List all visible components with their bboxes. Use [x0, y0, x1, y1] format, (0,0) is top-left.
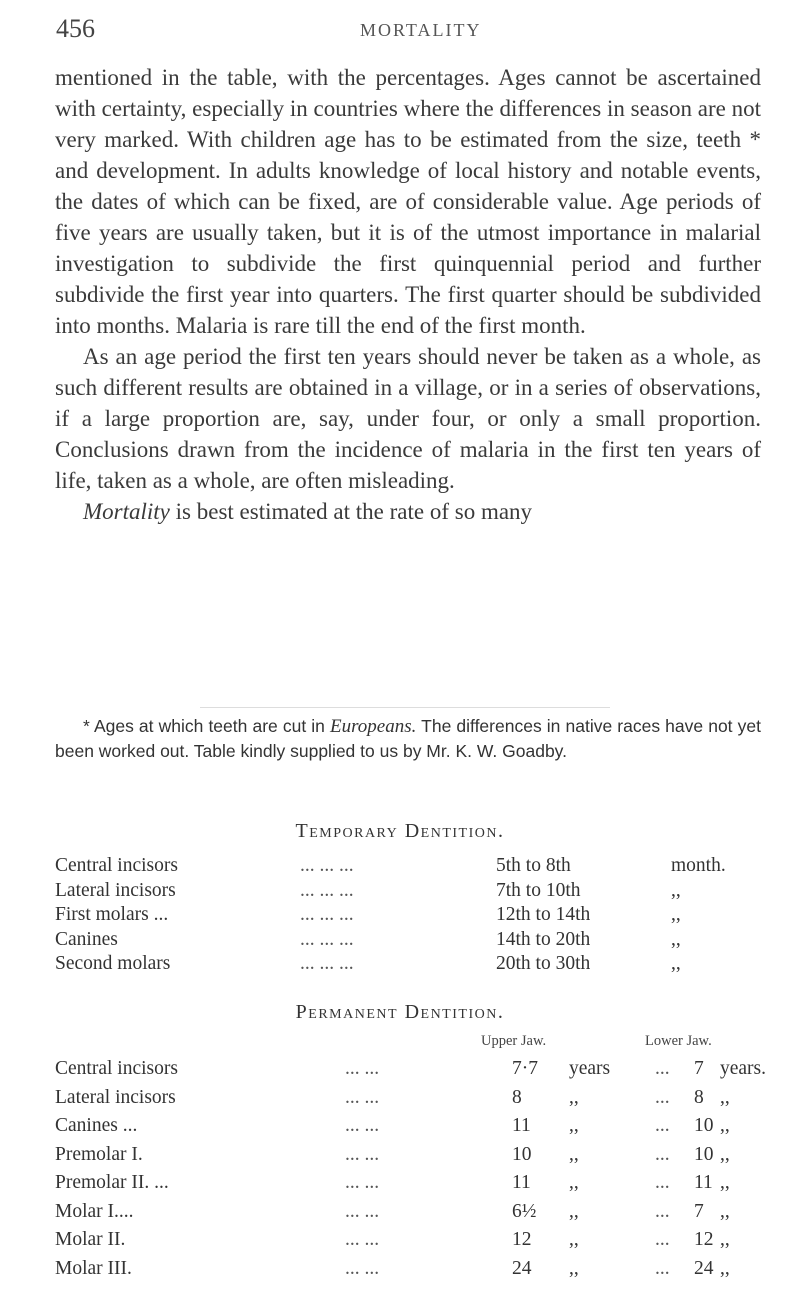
upper-jaw-unit: ,,	[569, 1172, 579, 1193]
eruption-unit: ,,	[671, 879, 681, 901]
upper-jaw-heading: Upper Jaw.	[481, 1033, 547, 1049]
leader-dots: ...	[655, 1229, 670, 1250]
paragraph-3	[55, 496, 761, 527]
upper-jaw-age: 11	[512, 1115, 531, 1136]
leader-dots: ...	[655, 1058, 670, 1079]
lower-jaw-age: 11	[694, 1172, 713, 1193]
upper-jaw-unit: ,,	[569, 1229, 579, 1250]
leader-dots: ...	[655, 1200, 670, 1222]
footnote-divider	[200, 707, 610, 708]
table-row	[55, 1058, 775, 1086]
leader-dots: ... ...	[345, 1058, 380, 1079]
lower-jaw-unit: ,,	[720, 1115, 730, 1136]
lower-jaw-unit: ,,	[720, 1143, 730, 1165]
tooth-name: Canines	[55, 928, 118, 950]
table-row	[55, 1144, 775, 1172]
lower-jaw-age: 10	[694, 1143, 714, 1165]
leader-dots: ... ...	[345, 1115, 380, 1136]
upper-jaw-age: 7·7	[512, 1058, 538, 1079]
leader-dots: ... ...	[345, 1229, 380, 1250]
lower-jaw-unit: ,,	[720, 1229, 730, 1250]
table-row	[55, 1229, 775, 1257]
upper-jaw-unit: ,,	[569, 1086, 579, 1108]
eruption-range: 12th to 14th	[496, 904, 591, 925]
footnote-rest: The differences in native races have not yet been worked out. Table kindly supplied to us by Mr. K. W. Goadby.	[55, 716, 761, 761]
lower-jaw-age: 12	[694, 1229, 714, 1250]
upper-jaw-age: 8	[512, 1086, 522, 1108]
paragraph-1: mentioned in the table, with the percentages. Ages cannot be ascertained with certainty, especially in countries where the differences in season are not very marked. With children age has to be estimated from the size, teeth * and development. In adults knowledge of local history and notable events, the dates of which can be fixed, are of considerable value. Age periods of five years are usually taken, but it is of the utmost importance in malarial investigation to subdivide the first quinquennial period and further subdivide the first year into quarters. The first quarter should be subdivided into months. Malaria is rare till the end of the first month.	[55, 65, 761, 338]
upper-jaw-age: 11	[512, 1172, 531, 1193]
lower-jaw-unit: ,,	[720, 1086, 730, 1108]
leader-dots: ...	[655, 1086, 670, 1108]
upper-jaw-age: 6½	[512, 1200, 537, 1222]
tooth-name: Canines ...	[55, 1115, 138, 1136]
lower-jaw-age: 8	[694, 1086, 704, 1108]
paragraph-2: As an age period the first ten years should never be taken as a whole, as such different results are obtained in a village, or in a series of observations, if a large proportion are, say, under four, or only a small proportion. Conclusions drawn from the incidence of malaria in the first ten years of life, taken as a whole, are often misleading.	[55, 344, 761, 493]
leader-dots: ...	[655, 1143, 670, 1165]
temporary-dentition-title-text: Temporary Dentition.	[295, 820, 505, 842]
upper-jaw-unit: ,,	[569, 1115, 579, 1136]
upper-jaw-age: 12	[512, 1229, 532, 1250]
upper-jaw-unit: ,,	[569, 1143, 579, 1165]
page-header	[0, 14, 800, 50]
mortality-italic: Mortality	[83, 499, 170, 524]
table-row	[55, 1258, 775, 1286]
lower-jaw-age: 7	[694, 1200, 704, 1222]
table-row	[55, 1087, 775, 1115]
leader-dots: ...	[655, 1257, 670, 1279]
leader-dots: ... ... ...	[300, 879, 354, 901]
footnote-italic: Europeans.	[330, 716, 417, 737]
lower-jaw-unit: years.	[720, 1058, 767, 1079]
eruption-unit: ,,	[671, 928, 681, 950]
tooth-name: Lateral incisors	[55, 1086, 176, 1108]
lower-jaw-age: 7	[694, 1058, 704, 1079]
tooth-name: Premolar I.	[55, 1143, 143, 1165]
lower-jaw-unit: ,,	[720, 1257, 730, 1279]
leader-dots: ... ...	[345, 1172, 380, 1193]
eruption-range: 14th to 20th	[496, 928, 591, 950]
leader-dots: ... ... ...	[300, 928, 354, 950]
eruption-unit: month.	[671, 855, 726, 876]
lower-jaw-unit: ,,	[720, 1200, 730, 1222]
permanent-dentition-title	[0, 1001, 800, 1024]
lower-jaw-age: 10	[694, 1115, 714, 1136]
tooth-name: Second molars	[55, 953, 171, 974]
table-row	[55, 1172, 775, 1200]
temporary-dentition-title	[0, 820, 800, 843]
leader-dots: ... ...	[345, 1086, 380, 1108]
eruption-range: 20th to 30th	[496, 953, 591, 974]
footnote-start: * Ages at which teeth are cut in	[83, 716, 330, 736]
paragraph-3-rest: is best estimated at the rate of so many	[169, 499, 533, 524]
tooth-name: Central incisors	[55, 855, 178, 876]
leader-dots: ... ...	[345, 1200, 380, 1222]
upper-jaw-unit: ,,	[569, 1257, 579, 1279]
upper-jaw-age: 10	[512, 1143, 532, 1165]
tooth-name: Lateral incisors	[55, 879, 176, 901]
leader-dots: ... ... ...	[300, 953, 354, 974]
tooth-name: Molar II.	[55, 1229, 126, 1250]
tooth-name: Molar III.	[55, 1257, 132, 1279]
upper-jaw-unit: years	[569, 1058, 611, 1079]
leader-dots: ...	[655, 1115, 670, 1136]
tooth-name: First molars ...	[55, 904, 169, 925]
tooth-name: Premolar II. ...	[55, 1172, 169, 1193]
tooth-name: Central incisors	[55, 1058, 178, 1079]
eruption-range: 7th to 10th	[496, 879, 581, 901]
lower-jaw-age: 24	[694, 1257, 714, 1279]
body-text	[55, 62, 761, 527]
upper-jaw-age: 24	[512, 1257, 532, 1279]
leader-dots: ... ...	[345, 1257, 380, 1279]
footnote	[55, 714, 761, 763]
running-head: MORTALITY	[360, 20, 482, 40]
leader-dots: ... ...	[345, 1143, 380, 1165]
table-row	[55, 953, 775, 981]
permanent-dentition-title-text: Permanent Dentition.	[295, 1001, 505, 1023]
table-row	[55, 1201, 775, 1229]
table-row	[55, 1115, 775, 1143]
leader-dots: ... ... ...	[300, 904, 354, 925]
page-number: 456	[56, 14, 95, 43]
eruption-unit: ,,	[671, 953, 681, 974]
eruption-unit: ,,	[671, 904, 681, 925]
leader-dots: ... ... ...	[300, 855, 354, 876]
lower-jaw-unit: ,,	[720, 1172, 730, 1193]
upper-jaw-unit: ,,	[569, 1200, 579, 1222]
lower-jaw-heading: Lower Jaw.	[645, 1033, 712, 1049]
leader-dots: ...	[655, 1172, 670, 1193]
eruption-range: 5th to 8th	[496, 855, 571, 876]
tooth-name: Molar I....	[55, 1200, 134, 1222]
